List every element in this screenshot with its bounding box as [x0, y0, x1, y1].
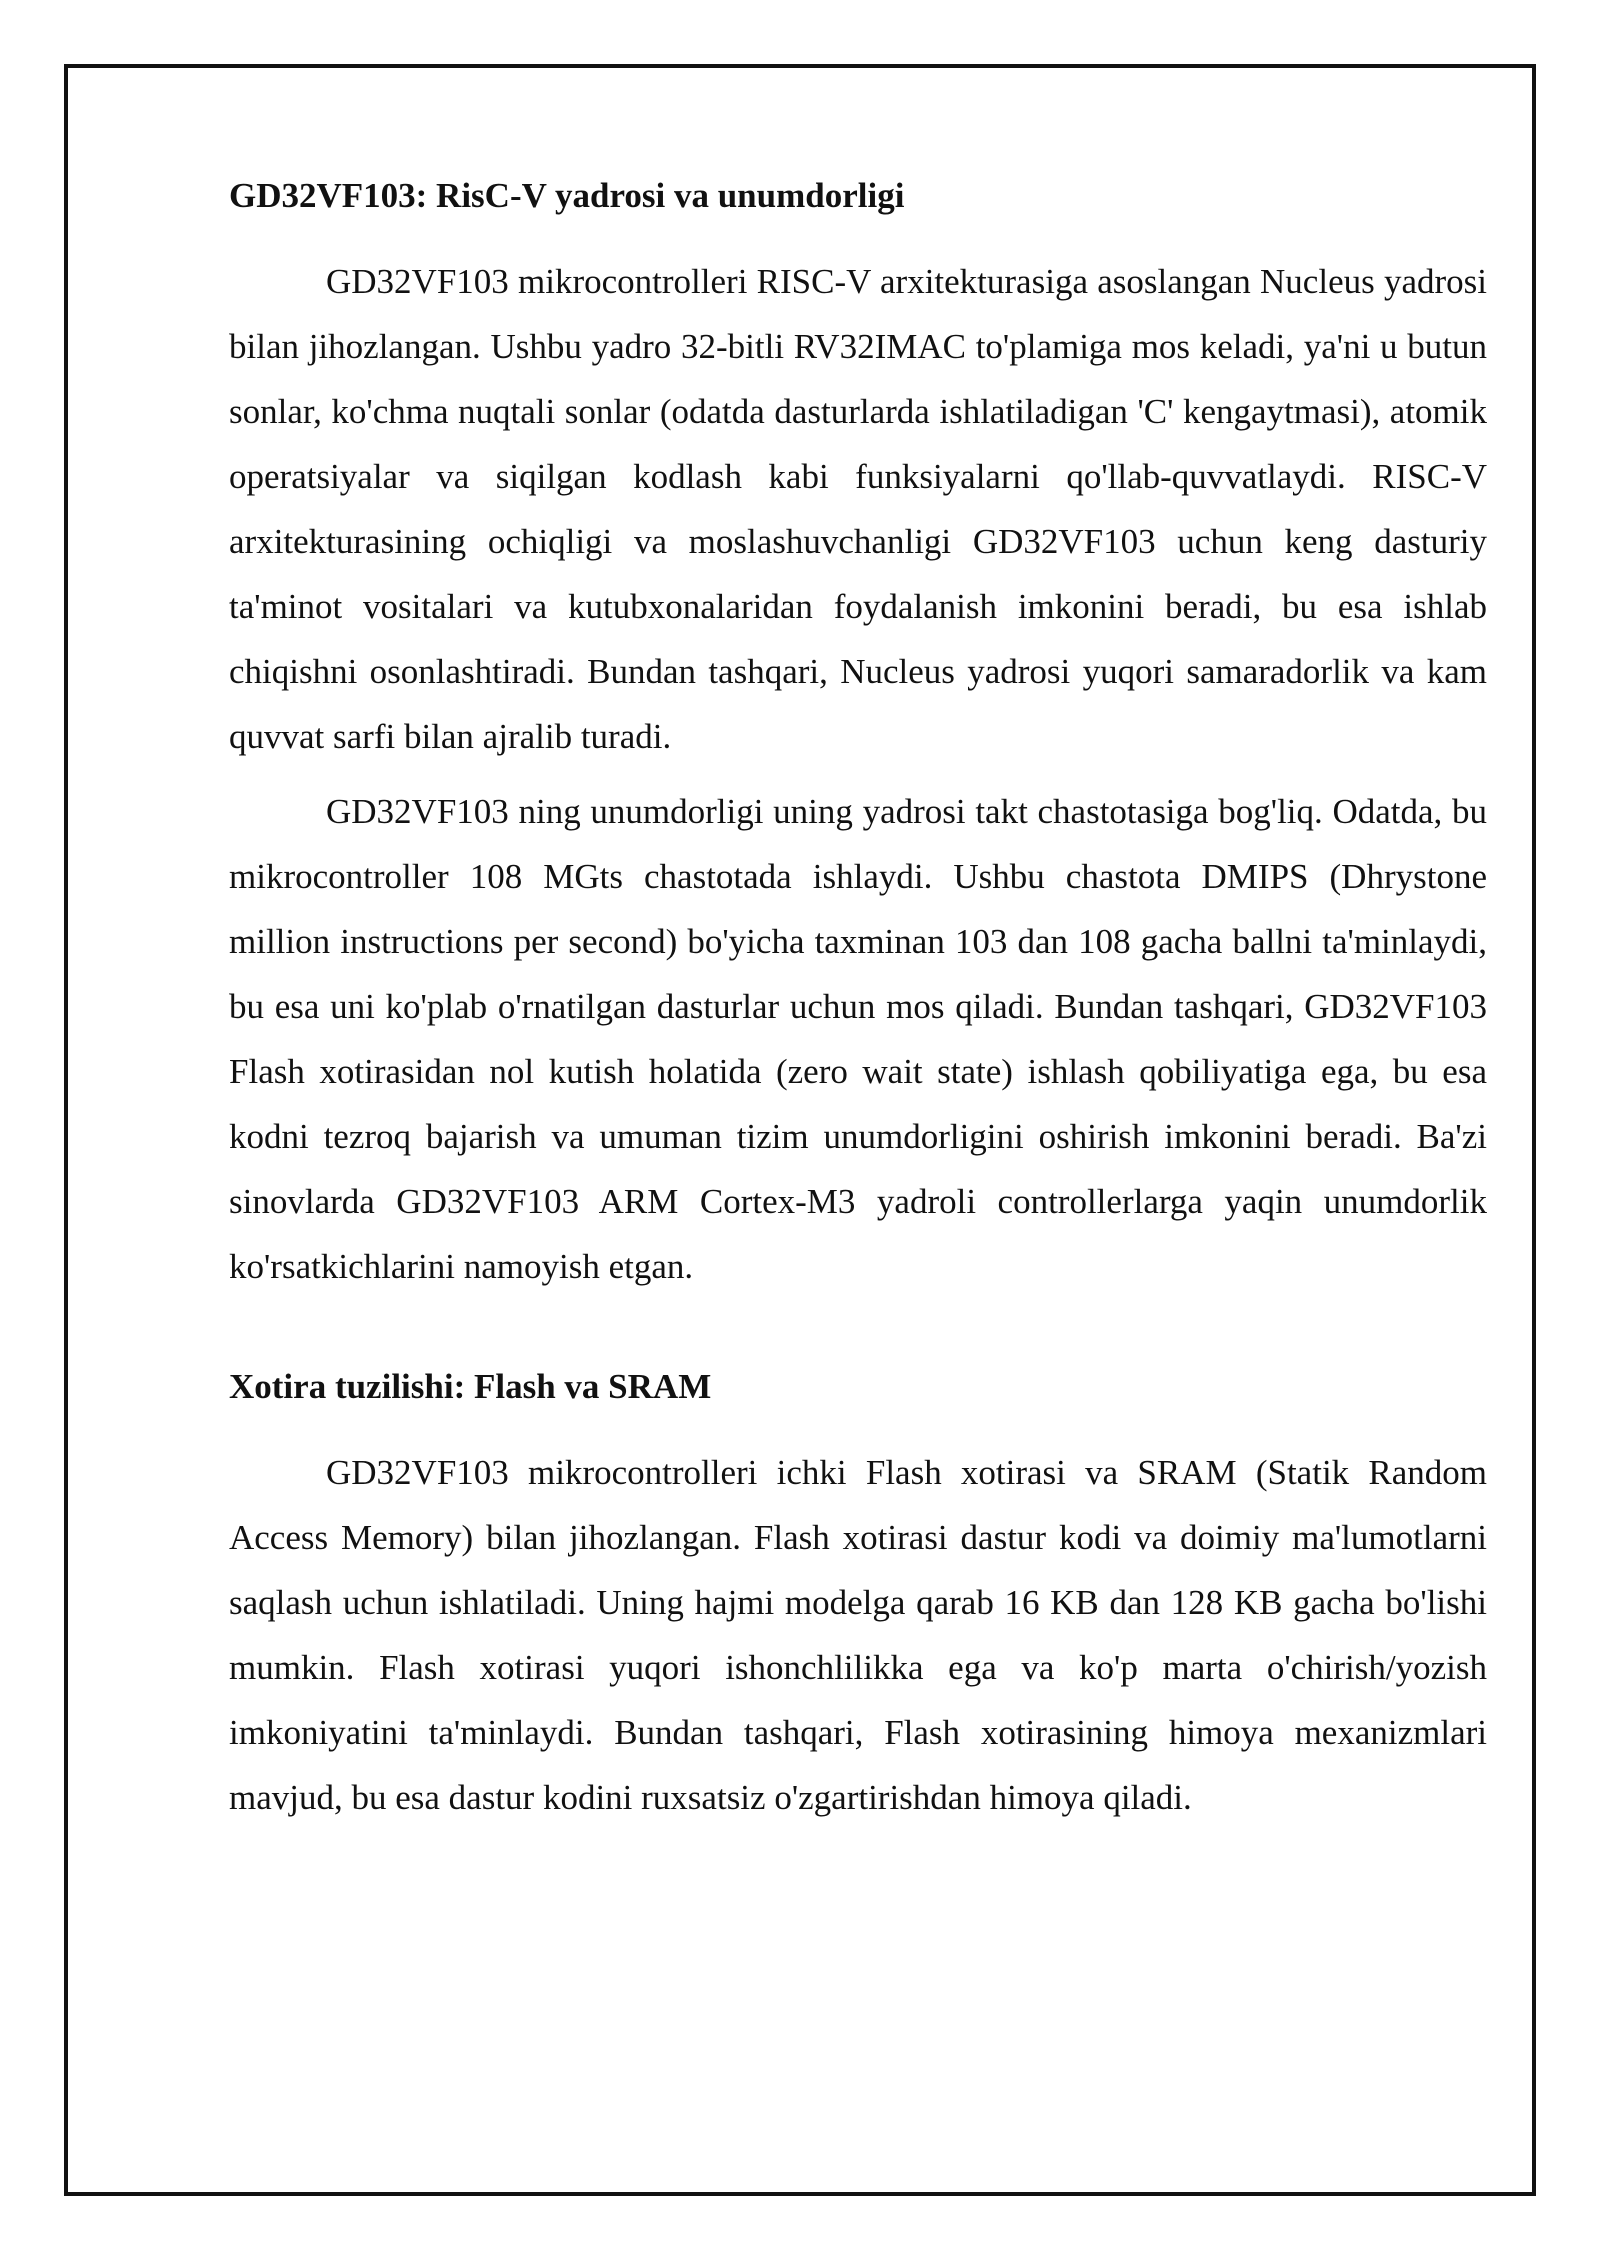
section-heading: GD32VF103: RisC-V yadrosi va unumdorligi — [229, 176, 905, 215]
paragraph: GD32VF103 ning unumdorligi uning yadrosi takt chastotasiga bog'liq. Odatda, bu mikrocontroller 108 MGts chastotada ishlaydi. Ushbu chastota DMIPS (Dhrystone million instructions per second) bo'yicha taxminan 103 dan 108 gacha ballni ta'minlaydi, bu esa uni ko'plab o'rnatilgan dasturlar uchun mos qiladi. Bundan tashqari, GD32VF103 Flash xotirasidan nol kutish holatida (zero wait state) ishlash qobiliyatiga ega, bu esa kodni tezroq bajarish va umuman tizim unumdorligini oshirish imkonini beradi. Ba'zi sinovlarda GD32VF103 ARM Cortex-M3 yadroli controllerlarga yaqin unumdorlik ko'rsatkichlarini namoyish etgan. — [229, 792, 1487, 1286]
paragraph: GD32VF103 mikrocontrolleri RISC-V arxitekturasiga asoslangan Nucleus yadrosi bilan jihozlangan. Ushbu yadro 32-bitli RV32IMAC to'plamiga mos keladi, ya'ni u butun sonlar, ko'chma nuqtali sonlar (odatda dasturlarda ishlatiladigan 'C' kengaytmasi), atomik operatsiyalar va siqilgan kodlash kabi funksiyalarni qo'llab-quvvatlaydi. RISC-V arxitekturasining ochiqligi va moslashuvchanligi GD32VF103 uchun keng dasturiy ta'minot vositalari va kutubxonalaridan foydalanish imkonini beradi, bu esa ishlab chiqishni osonlashtiradi. Bundan tashqari, Nucleus yadrosi yuqori samaradorlik va kam quvvat sarfi bilan ajralib turadi. — [229, 262, 1487, 756]
section-heading: Xotira tuzilishi: Flash va SRAM — [229, 1367, 712, 1406]
document-body — [229, 172, 1487, 1830]
paragraph: GD32VF103 mikrocontrolleri ichki Flash xotirasi va SRAM (Statik Random Access Memory) bilan jihozlangan. Flash xotirasi dastur kodi va doimiy ma'lumotlarni saqlash uchun ishlatiladi. Uning hajmi modelga qarab 16 KB dan 128 KB gacha bo'lishi mumkin. Flash xotirasi yuqori ishonchlilikka ega va ko'p marta o'chirish/yozish imkoniyatini ta'minlaydi. Bundan tashqari, Flash xotirasining himoya mexanizmlari mavjud, bu esa dastur kodini ruxsatsiz o'zgartirishdan himoya qiladi. — [229, 1453, 1487, 1817]
